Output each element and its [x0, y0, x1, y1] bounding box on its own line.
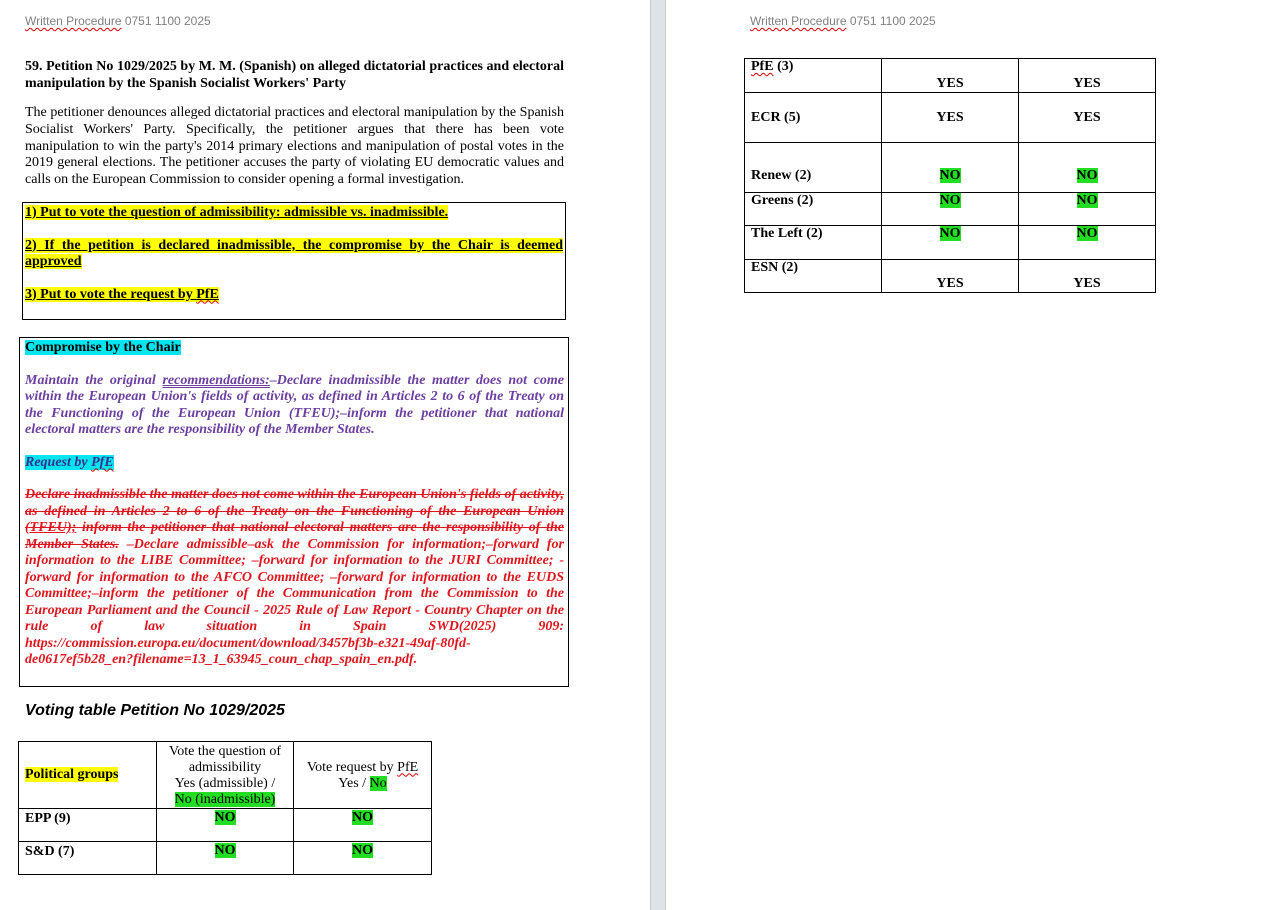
vote-value: NO — [214, 843, 236, 858]
group-cell-pfe: PfE — [751, 59, 774, 74]
request-text — [25, 487, 564, 669]
vote-value: NO — [352, 843, 373, 858]
petition-summary: The petitioner denounces alleged dictatorial practices and electoral manipulation by the Spanish Socialist Workers' Party. Specifically, the petitioner argues that there has been vote manipulation to win the party's 2014 primary elections and manipulation of postal votes in the 2019 general elections. The petitioner accuses the party of violating EU democratic values and calls on the European Commission to consider opening a formal investigation. — [25, 105, 564, 188]
header-left-title: Written Procedure — [25, 14, 122, 28]
admissibility-cell — [157, 809, 294, 842]
admissibility-cell — [157, 842, 294, 875]
header-request — [294, 742, 432, 809]
header-right-number: 0751 1100 2025 — [846, 14, 936, 28]
request-heading-text: Request by — [25, 454, 92, 470]
vote-value: YES — [1019, 260, 1156, 293]
table-row — [745, 59, 1156, 93]
table-row — [745, 260, 1156, 293]
instruction-3-text: 3) Put to vote the request by — [25, 286, 197, 302]
request-cell — [1019, 143, 1156, 193]
group-cell: Renew (2) — [745, 143, 882, 193]
header-request-line1: Vote request by — [306, 759, 398, 775]
table-row — [745, 93, 1156, 143]
header-admissibility-line1: Vote the question of admissibility — [168, 744, 282, 775]
group-cell: The Left (2) — [745, 226, 882, 260]
vote-value: NO — [352, 810, 373, 825]
group-cell — [745, 59, 882, 93]
group-cell: EPP (9) — [19, 809, 157, 842]
vote-value: YES — [882, 93, 1019, 143]
voting-table-title: Voting table Petition No 1029/2025 — [25, 702, 285, 719]
table-row — [19, 809, 432, 842]
vote-value: YES — [882, 260, 1019, 293]
vote-value: NO — [1076, 193, 1098, 208]
instruction-2: 2) If the petition is declared inadmissible, the compromise by the Chair is deemed approved — [25, 237, 563, 269]
voting-table-header-row — [19, 742, 432, 809]
compromise-text-a: Maintain the original — [25, 372, 163, 388]
compromise-text-recommendations: recommendations: — [162, 372, 270, 388]
table-row — [745, 193, 1156, 226]
request-new-text: –Declare admissible–ask the Commission for information;–forward for information to the LIBE Committee; –forward for information to the JURI Committee; -forward for information to the AFCO Committee; –forward for information to the EUDS Committee;–inform the petitioner of the Communication from the Commission to the European Parliament and the Council - 2025 Rule of Law Report - Country Chapter on the rule of law situation in Spain SWD(2025) 909: https://commission.europa.eu/document/download/3457bf3b-e321-49af-80fd-de0617ef5b28_en?filename=13_1_63945_coun_chap_spain_en.pdf. — [25, 536, 564, 667]
request-cell — [294, 809, 432, 842]
vote-value: YES — [1019, 93, 1156, 143]
request-struck-text-c: inform the petitioner that national electoral matters are the responsibility of the Member States. — [25, 520, 564, 552]
group-cell-count: (3) — [773, 59, 794, 74]
instruction-1: 1) Put to vote the question of admissibility: admissible vs. inadmissible. — [25, 205, 449, 220]
page-header-left — [25, 14, 211, 28]
admissibility-cell — [882, 143, 1019, 193]
voting-table — [18, 741, 432, 875]
compromise-heading: Compromise by the Chair — [25, 340, 181, 355]
vote-value: NO — [939, 168, 961, 183]
request-heading — [25, 455, 114, 470]
request-heading-pfe: PfE — [91, 454, 114, 470]
table-row — [745, 143, 1156, 193]
admissibility-cell — [882, 193, 1019, 226]
request-cell — [1019, 193, 1156, 226]
header-admissibility — [157, 742, 294, 809]
page-header-right — [750, 14, 936, 28]
compromise-text — [25, 373, 564, 439]
vote-value: NO — [939, 226, 961, 241]
voting-table-continued — [744, 58, 1156, 293]
request-struck-text-a: Declare inadmissible the matter does not come within the European Union's fields of activity, as defined in Articles 2 to 6 of the Treaty on the Functioning of the European Union — [25, 487, 564, 519]
header-request-pfe: PfE — [397, 759, 419, 775]
header-political-groups — [19, 742, 157, 809]
vote-value: NO — [1076, 226, 1098, 241]
vote-value: NO — [214, 810, 236, 825]
group-cell: ESN (2) — [745, 260, 882, 293]
instruction-3 — [25, 287, 219, 302]
header-left-number: 0751 1100 2025 — [121, 14, 211, 28]
group-cell: S&D (7) — [19, 842, 157, 875]
header-admissibility-line2: Yes (admissible) / — [174, 776, 276, 791]
table-row — [745, 226, 1156, 260]
vote-value: NO — [939, 193, 961, 208]
vote-value: YES — [882, 59, 1019, 93]
header-request-yes: Yes / — [338, 775, 370, 791]
vote-value: NO — [1076, 168, 1098, 183]
compromise-text-c: –Declare inadmissible the matter does not come within the European Union's fields of activity, as defined in Articles 2 to 6 of the Treaty on the Functioning of the European Union (TFEU);–inform the petitioner that national electoral matters are the responsibility of the Member States. — [25, 372, 564, 437]
header-political-groups-text: Political groups — [25, 767, 119, 782]
vote-value: YES — [1019, 59, 1156, 93]
table-row — [19, 842, 432, 875]
compromise-box — [19, 337, 569, 687]
instruction-3-pfe: PfE — [196, 286, 219, 302]
header-admissibility-line3: No (inadmissible) — [174, 792, 276, 807]
page-gutter — [650, 0, 666, 910]
request-cell — [1019, 226, 1156, 260]
instructions-box — [22, 202, 566, 320]
request-struck-text-b: (TFEU); — [25, 520, 77, 535]
admissibility-cell — [882, 226, 1019, 260]
request-cell — [294, 842, 432, 875]
group-cell: Greens (2) — [745, 193, 882, 226]
header-right-title: Written Procedure — [750, 14, 847, 28]
header-request-no: No — [369, 775, 387, 791]
group-cell: ECR (5) — [745, 93, 882, 143]
petition-title: 59. Petition No 1029/2025 by M. M. (Spanish) on alleged dictatorial practices and electoral manipulation by the Spanish Socialist Workers' Party — [25, 59, 564, 91]
document-page-right — [666, 0, 1272, 910]
